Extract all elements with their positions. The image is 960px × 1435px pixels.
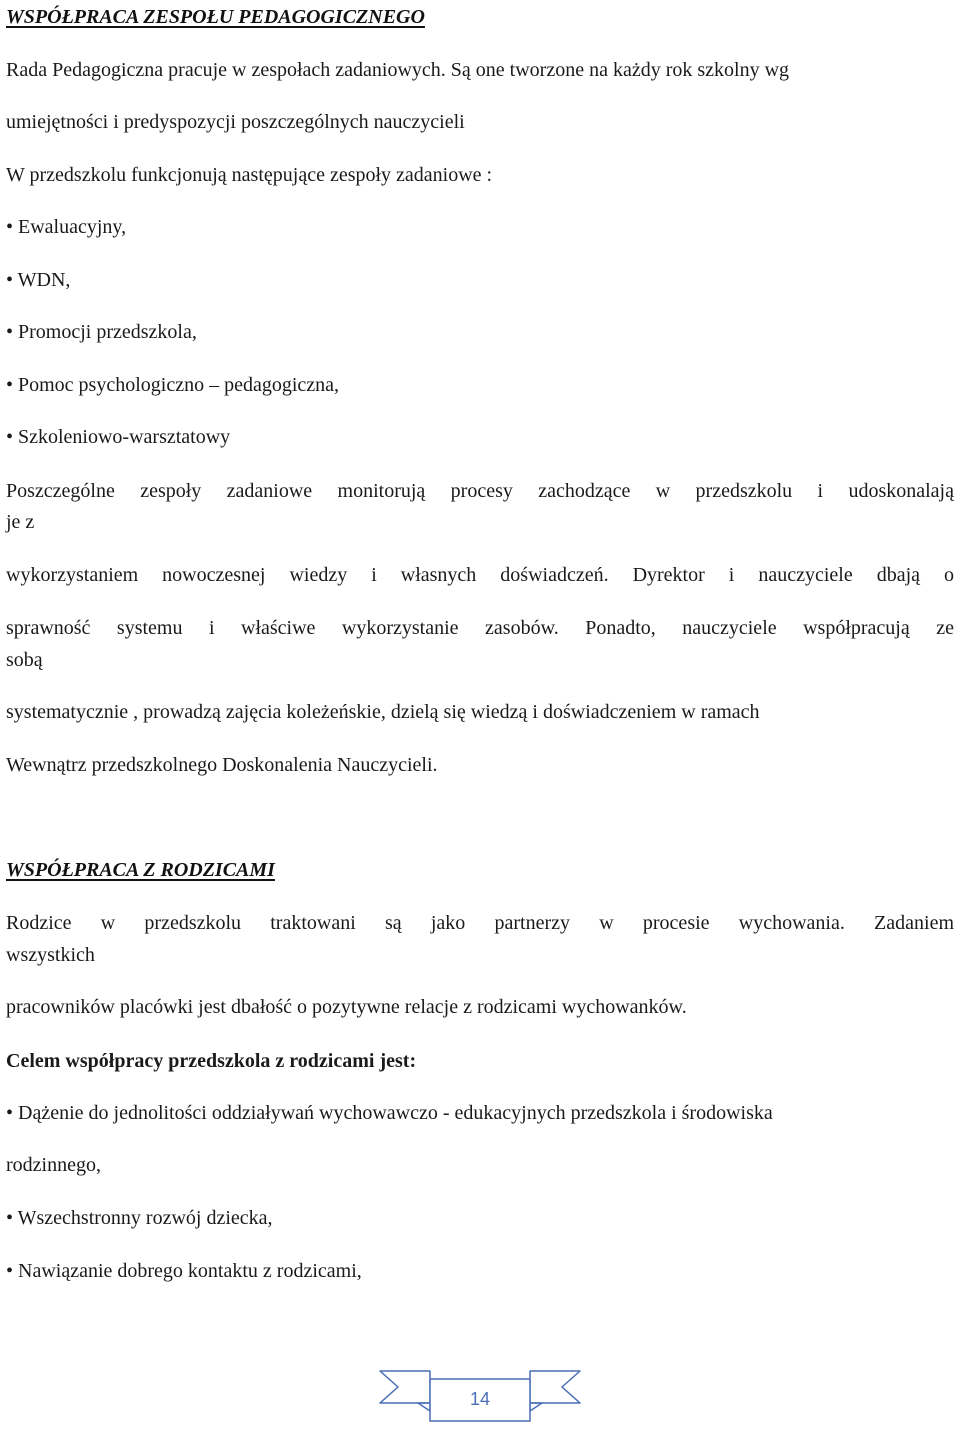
paragraph-line: pracowników placówki jest dbałość o pozytywne relacje z rodzicami wychowanków. bbox=[6, 996, 687, 1018]
paragraph-line: Rodzice w przedszkolu traktowani są jako partnerzy w procesie wychowania. Zadaniem bbox=[6, 912, 954, 934]
page-number: 14 bbox=[469, 1389, 491, 1409]
paragraph-line: Wewnątrz przedszkolnego Doskonalenia Nauczycieli. bbox=[6, 754, 438, 776]
section-heading-pedagogical-team: WSPÓŁPRACA ZESPOŁU PEDAGOGICZNEGO bbox=[6, 6, 425, 28]
list-item-team: • Ewaluacyjny, bbox=[6, 216, 127, 238]
section-heading-parents: WSPÓŁPRACA Z RODZICAMI bbox=[6, 859, 275, 881]
paragraph-line: Poszczególne zespoły zadaniowe monitorują procesy zachodzące w przedszkolu i udoskonalają bbox=[6, 480, 954, 502]
paragraph-line: sobą bbox=[6, 649, 43, 671]
paragraph-line: Rada Pedagogiczna pracuje w zespołach zadaniowych. Są one tworzone na każdy rok szkolny wg bbox=[6, 59, 790, 81]
paragraph-line: W przedszkolu funkcjonują następujące zespoły zadaniowe : bbox=[6, 164, 493, 186]
list-item-goal: • Wszechstronny rozwój dziecka, bbox=[6, 1207, 273, 1229]
goals-title: Celem współpracy przedszkola z rodzicami jest: bbox=[6, 1050, 417, 1072]
list-item-goal-continuation: rodzinnego, bbox=[6, 1154, 101, 1176]
paragraph-line: wykorzystaniem nowoczesnej wiedzy i własnych doświadczeń. Dyrektor i nauczyciele dbają o bbox=[6, 564, 954, 586]
paragraph-line: wszystkich bbox=[6, 944, 95, 966]
list-item-team: • Pomoc psychologiczno – pedagogiczna, bbox=[6, 374, 340, 396]
paragraph-line: systematycznie , prowadzą zajęcia koleżeńskie, dzielą się wiedzą i doświadczeniem w ramach bbox=[6, 701, 760, 723]
paragraph-line: sprawność systemu i właściwe wykorzystanie zasobów. Ponadto, nauczyciele współpracują ze bbox=[6, 617, 954, 639]
list-item-team: • WDN, bbox=[6, 269, 71, 291]
paragraph-line: umiejętności i predyspozycji poszczególnych nauczycieli bbox=[6, 111, 465, 133]
page-number-badge bbox=[378, 1365, 582, 1435]
list-item-team: • Promocji przedszkola, bbox=[6, 321, 197, 343]
list-item-goal: • Dążenie do jednolitości oddziaływań wychowawczo - edukacyjnych przedszkola i środowiska bbox=[6, 1102, 773, 1124]
list-item-team: • Szkoleniowo-warsztatowy bbox=[6, 426, 231, 448]
list-item-goal: • Nawiązanie dobrego kontaktu z rodzicami, bbox=[6, 1260, 362, 1282]
paragraph-line: je z bbox=[6, 511, 35, 533]
